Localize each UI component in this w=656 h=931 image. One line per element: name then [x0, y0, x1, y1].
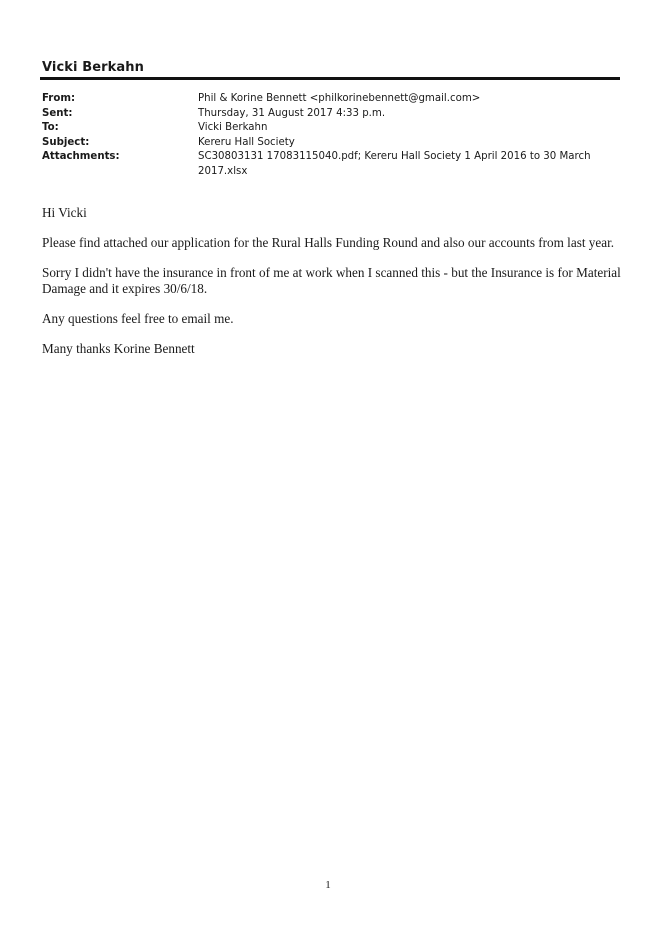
header-row-from — [42, 92, 612, 107]
subject-label: Subject: — [42, 136, 90, 148]
sent-value: Thursday, 31 August 2017 4:33 p.m. — [198, 107, 386, 119]
from-label: From: — [42, 93, 76, 104]
body-paragraph-3: Any questions feel free to email me. — [42, 311, 234, 326]
from-value: Phil & Korine Bennett <philkorinebennett@gmail.com> — [198, 93, 481, 104]
body-paragraph-2: Sorry I didn't have the insurance in front of me at work when I scanned this - but the Insurance is for Material Damage and it expires 30/6/18. — [42, 265, 621, 296]
header-row-subject — [42, 136, 612, 151]
header-divider — [40, 77, 620, 80]
header-row-sent — [42, 107, 612, 122]
subject-value: Kereru Hall Society — [198, 136, 295, 148]
email-header-fields — [42, 92, 612, 179]
signoff: Many thanks Korine Bennett — [42, 341, 195, 356]
greeting: Hi Vicki — [42, 205, 87, 220]
mailbox-owner-name: Vicki Berkahn — [42, 60, 144, 75]
page-number: 1 — [325, 879, 331, 891]
to-label: To: — [42, 122, 59, 133]
header-row-attachments — [42, 150, 612, 179]
to-value: Vicki Berkahn — [198, 122, 268, 133]
attachments-label: Attachments: — [42, 151, 120, 162]
body-paragraph-1: Please find attached our application for the Rural Halls Funding Round and also our accounts from last year. — [42, 235, 615, 250]
header-row-to — [42, 121, 612, 136]
email-body — [42, 205, 632, 371]
sent-label: Sent: — [42, 107, 73, 119]
attachments-value: SC30803131 17083115040.pdf; Kereru Hall Society 1 April 2016 to 30 March 2017.xlsx — [198, 151, 591, 177]
